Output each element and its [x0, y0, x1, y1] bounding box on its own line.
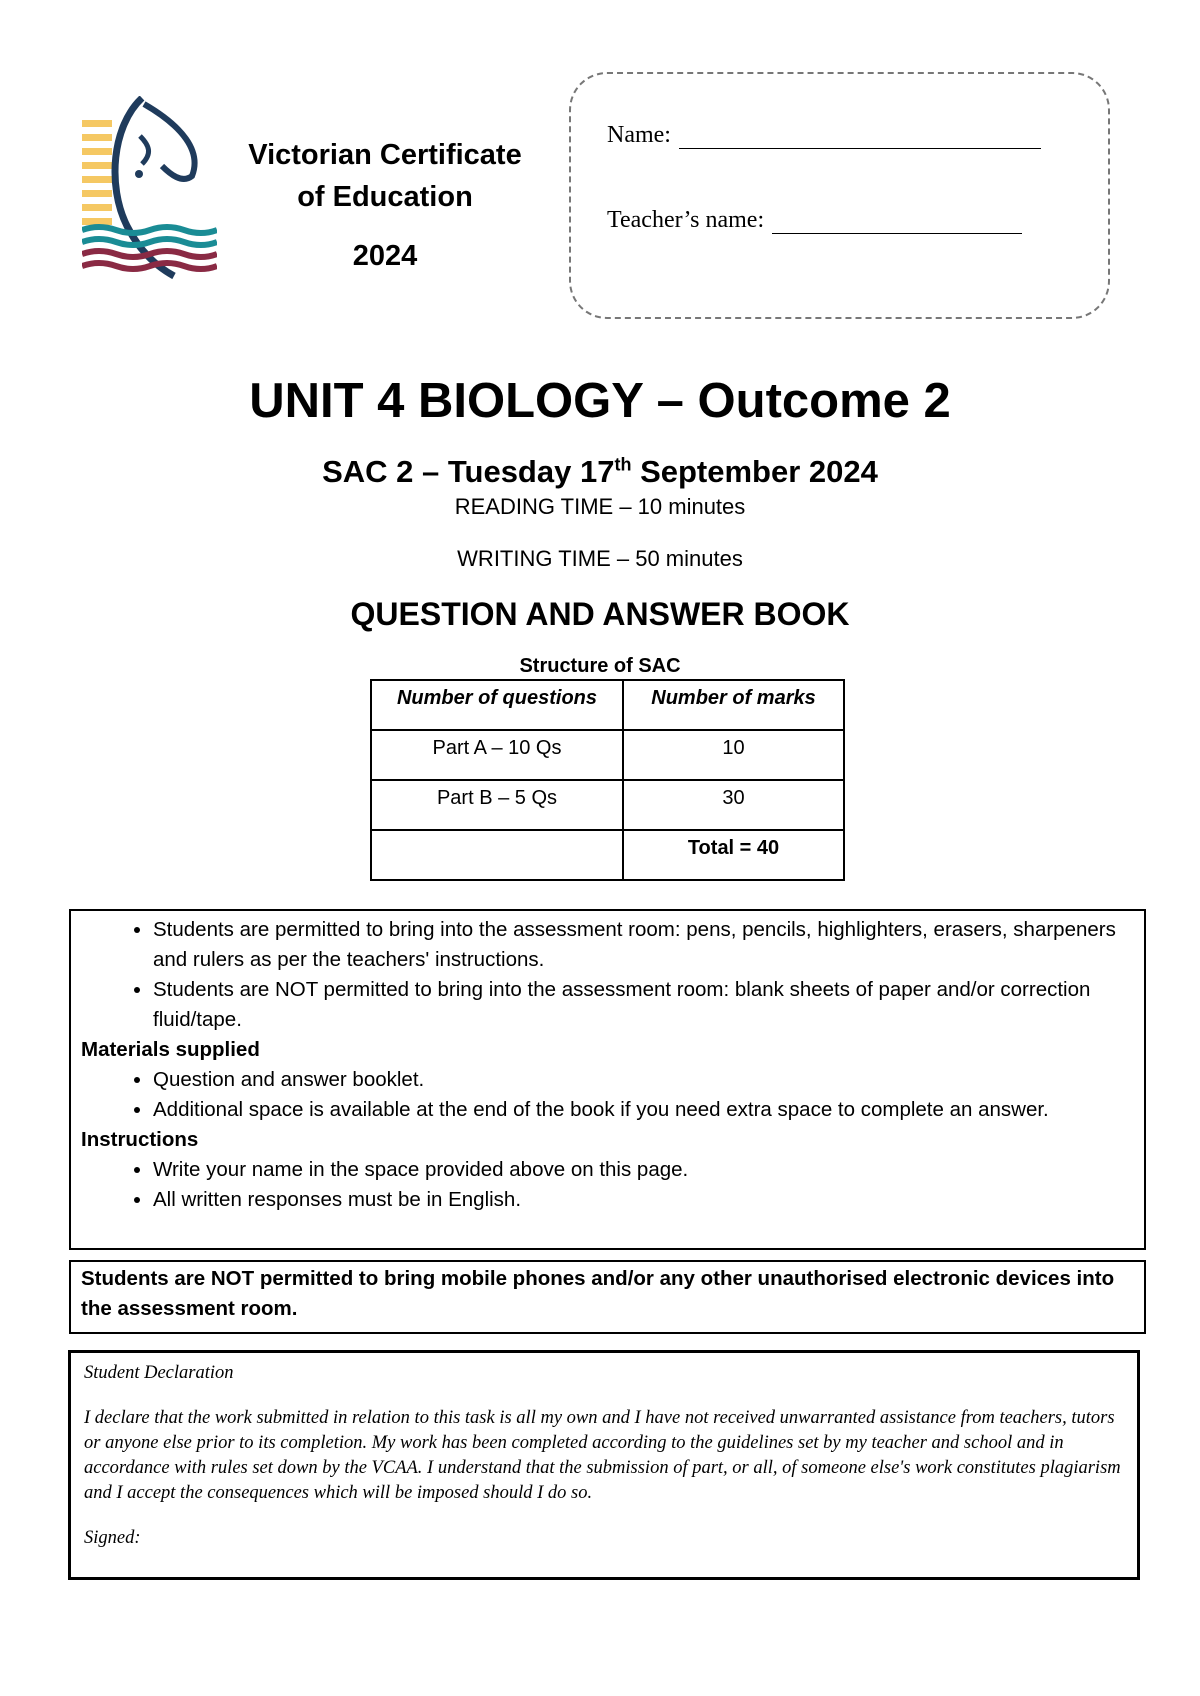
sac-title-prefix: SAC 2 – Tuesday 17	[322, 454, 615, 489]
signed-label: Signed:	[84, 1528, 141, 1548]
vce-logo	[82, 96, 217, 286]
table-row	[371, 830, 844, 880]
table-row	[371, 730, 844, 780]
structure-table	[370, 679, 845, 881]
page-title: UNIT 4 BIOLOGY – Outcome 2	[249, 374, 951, 428]
logo-waves	[82, 227, 217, 269]
header-marks: Number of marks	[623, 680, 844, 730]
institution-name	[220, 134, 550, 218]
list-item: • Write your name in the space provided above on this page.	[153, 1155, 1134, 1185]
table-cell: Part B – 5 Qs	[371, 780, 623, 830]
name-box	[569, 72, 1110, 319]
total-marks: Total = 40	[623, 830, 844, 880]
student-name-label: Name:	[607, 122, 671, 148]
table-row	[371, 780, 844, 830]
list-item: • All written responses must be in English.	[153, 1185, 1134, 1215]
writing-time: WRITING TIME – 50 minutes	[457, 546, 743, 571]
table-header-row	[371, 680, 844, 730]
devices-warning: Students are NOT permitted to bring mobile phones and/or any other unauthorised electronic devices into the assessment room.	[69, 1260, 1146, 1334]
reading-time: READING TIME – 10 minutes	[454, 494, 746, 519]
teacher-name-line[interactable]	[772, 211, 1022, 234]
student-name-row	[607, 122, 1041, 149]
logo-yellow-stripes	[82, 120, 112, 225]
sac-title-suffix: September 2024	[631, 454, 878, 489]
list-item: • Students are permitted to bring into the assessment room: pens, pencils, highlighters, erasers, sharpeners and rulers as per the teachers' instructions.	[153, 915, 1134, 975]
declaration-body: I declare that the work submitted in relation to this task is all my own and I have not received unwarranted assistance from teachers, tutors or anyone else prior to its completion. My work has been completed according to the guidelines set by my teacher and school and in accordance with rules set down by the VCAA. I understand that the submission of part, or all, of someone else's work constitutes plagiarism and I accept the consequences which will be imposed should I do so.	[84, 1408, 1121, 1503]
list-item: • Additional space is available at the end of the book if you need extra space to complete an answer.	[153, 1095, 1134, 1125]
list-item: • Question and answer booklet.	[153, 1065, 1134, 1095]
header-year: 2024	[352, 240, 418, 272]
student-declaration	[68, 1350, 1140, 1580]
sac-title-ordinal: th	[614, 454, 632, 475]
sac-title	[0, 454, 1200, 490]
teacher-name-label: Teacher’s name:	[607, 207, 765, 233]
instructions-list	[81, 1155, 1134, 1215]
institution-line-1: Victorian Certificate	[248, 139, 522, 171]
declaration-heading: Student Declaration	[84, 1363, 234, 1383]
table-cell: 30	[623, 780, 844, 830]
book-title: QUESTION AND ANSWER BOOK	[350, 596, 850, 632]
instructions-box	[69, 909, 1146, 1250]
instructions-heading: Instructions	[81, 1128, 199, 1151]
table-cell	[371, 830, 623, 880]
materials-list	[81, 1065, 1134, 1125]
header-questions: Number of questions	[371, 680, 623, 730]
institution-line-2: of Education	[297, 181, 473, 213]
permitted-list	[81, 915, 1134, 1035]
materials-heading: Materials supplied	[81, 1038, 260, 1061]
teacher-name-row	[607, 207, 1022, 234]
table-cell: 10	[623, 730, 844, 780]
table-cell: Part A – 10 Qs	[371, 730, 623, 780]
list-item: • Students are NOT permitted to bring into the assessment room: blank sheets of paper and/or correction fluid/tape.	[153, 975, 1134, 1035]
student-name-line[interactable]	[679, 126, 1041, 149]
structure-caption: Structure of SAC	[519, 655, 681, 677]
